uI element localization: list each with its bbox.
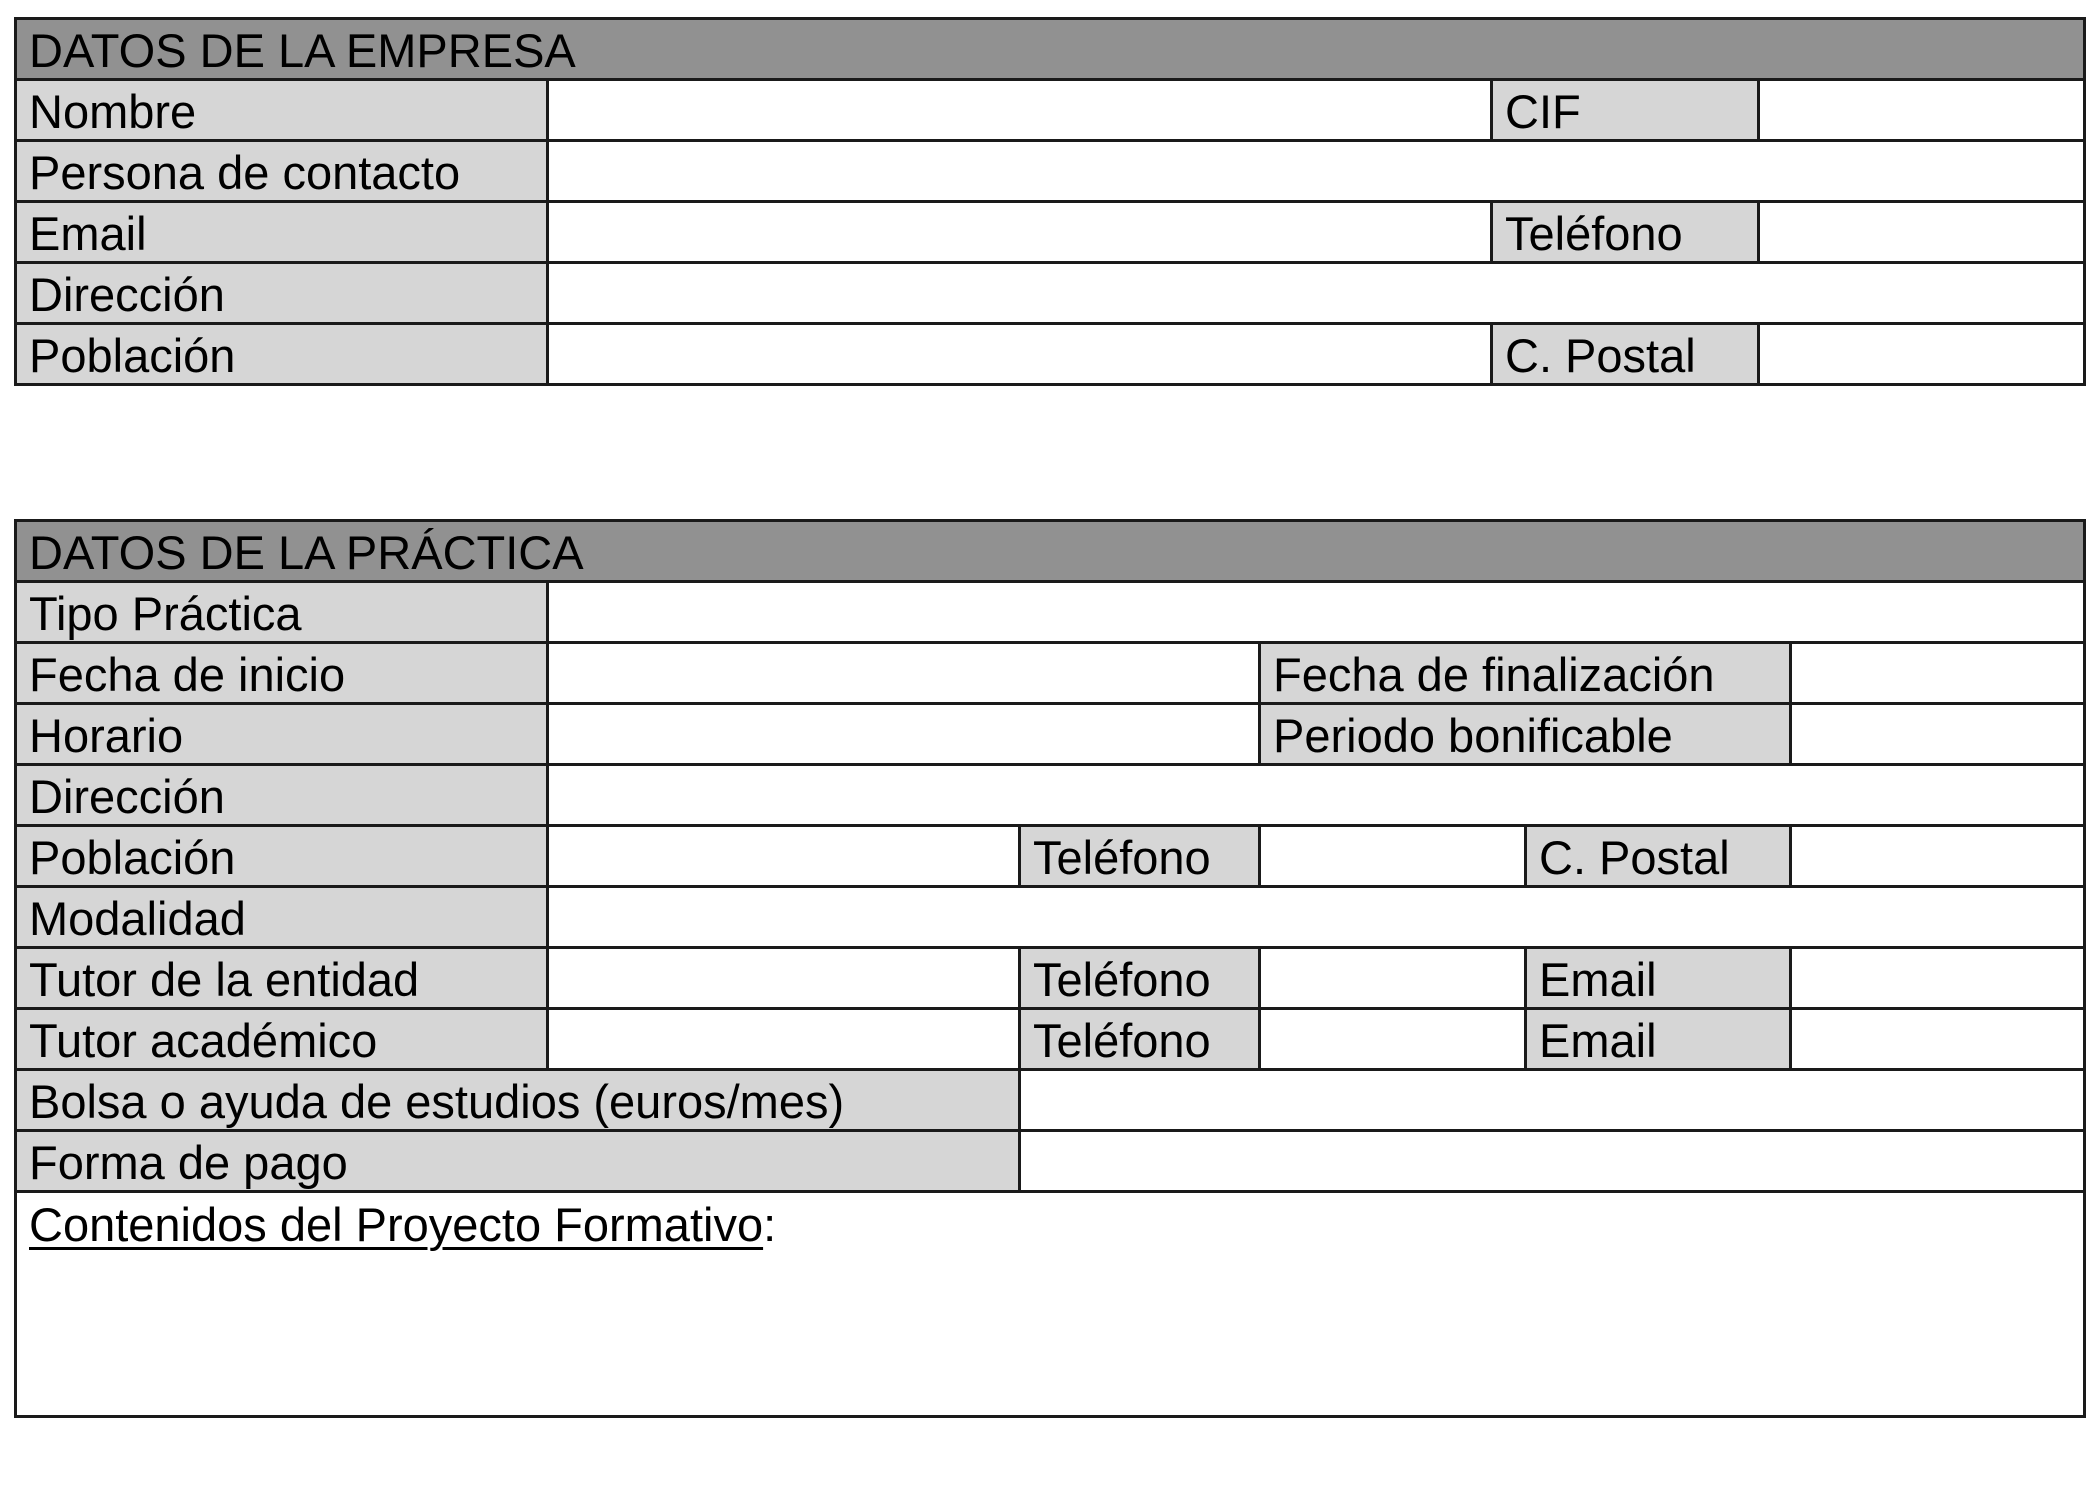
- tutor-entidad-label: Tutor de la entidad: [16, 948, 548, 1009]
- practica-telefono-field[interactable]: [1260, 826, 1526, 887]
- practica-section: [14, 519, 2086, 1418]
- tipo-practica-field[interactable]: [548, 582, 2085, 643]
- periodo-bonificable-field[interactable]: [1791, 704, 2085, 765]
- tutor-entidad-telefono-label: Teléfono: [1020, 948, 1260, 1009]
- fecha-inicio-label: Fecha de inicio: [16, 643, 548, 704]
- cif-field[interactable]: [1759, 80, 2085, 141]
- empresa-section: [14, 17, 2086, 386]
- tutor-academico-telefono-field[interactable]: [1260, 1009, 1526, 1070]
- empresa-email-field[interactable]: [548, 202, 1492, 263]
- cif-label: CIF: [1492, 80, 1759, 141]
- empresa-telefono-field[interactable]: [1759, 202, 2085, 263]
- horario-label: Horario: [16, 704, 548, 765]
- forma-pago-label: Forma de pago: [16, 1131, 1020, 1192]
- empresa-email-label: Email: [16, 202, 548, 263]
- tutor-entidad-field[interactable]: [548, 948, 1020, 1009]
- tipo-practica-label: Tipo Práctica: [16, 582, 548, 643]
- empresa-direccion-field[interactable]: [548, 263, 2085, 324]
- empresa-cpostal-field[interactable]: [1759, 324, 2085, 385]
- horario-field[interactable]: [548, 704, 1260, 765]
- modalidad-field[interactable]: [548, 887, 2085, 948]
- persona-contacto-field[interactable]: [548, 141, 2085, 202]
- modalidad-label: Modalidad: [16, 887, 548, 948]
- empresa-poblacion-label: Población: [16, 324, 548, 385]
- periodo-bonificable-label: Periodo bonificable: [1260, 704, 1791, 765]
- tutor-academico-email-label: Email: [1526, 1009, 1791, 1070]
- empresa-header: DATOS DE LA EMPRESA: [16, 19, 2085, 80]
- tutor-academico-telefono-label: Teléfono: [1020, 1009, 1260, 1070]
- empresa-poblacion-field[interactable]: [548, 324, 1492, 385]
- practica-poblacion-label: Población: [16, 826, 548, 887]
- bolsa-ayuda-label: Bolsa o ayuda de estudios (euros/mes): [16, 1070, 1020, 1131]
- contenidos-label: Contenidos del Proyecto Formativo: [29, 1198, 764, 1251]
- tutor-entidad-email-field[interactable]: [1791, 948, 2085, 1009]
- fecha-inicio-field[interactable]: [548, 643, 1260, 704]
- empresa-telefono-label: Teléfono: [1492, 202, 1759, 263]
- tutor-entidad-email-label: Email: [1526, 948, 1791, 1009]
- persona-contacto-label: Persona de contacto: [16, 141, 548, 202]
- practica-cpostal-field[interactable]: [1791, 826, 2085, 887]
- contenidos-colon: :: [763, 1198, 777, 1251]
- nombre-field[interactable]: [548, 80, 1492, 141]
- practica-cpostal-label: C. Postal: [1526, 826, 1791, 887]
- practica-header: DATOS DE LA PRÁCTICA: [16, 521, 2085, 582]
- tutor-academico-field[interactable]: [548, 1009, 1020, 1070]
- empresa-direccion-label: Dirección: [16, 263, 548, 324]
- tutor-academico-label: Tutor académico: [16, 1009, 548, 1070]
- fecha-fin-label: Fecha de finalización: [1260, 643, 1791, 704]
- forma-pago-field[interactable]: [1020, 1131, 2085, 1192]
- tutor-entidad-telefono-field[interactable]: [1260, 948, 1526, 1009]
- practica-direccion-field[interactable]: [548, 765, 2085, 826]
- practica-telefono-label: Teléfono: [1020, 826, 1260, 887]
- nombre-label: Nombre: [16, 80, 548, 141]
- empresa-cpostal-label: C. Postal: [1492, 324, 1759, 385]
- fecha-fin-field[interactable]: [1791, 643, 2085, 704]
- bolsa-ayuda-field[interactable]: [1020, 1070, 2085, 1131]
- tutor-academico-email-field[interactable]: [1791, 1009, 2085, 1070]
- practica-poblacion-field[interactable]: [548, 826, 1020, 887]
- practica-direccion-label: Dirección: [16, 765, 548, 826]
- contenidos-field[interactable]: [16, 1192, 2085, 1417]
